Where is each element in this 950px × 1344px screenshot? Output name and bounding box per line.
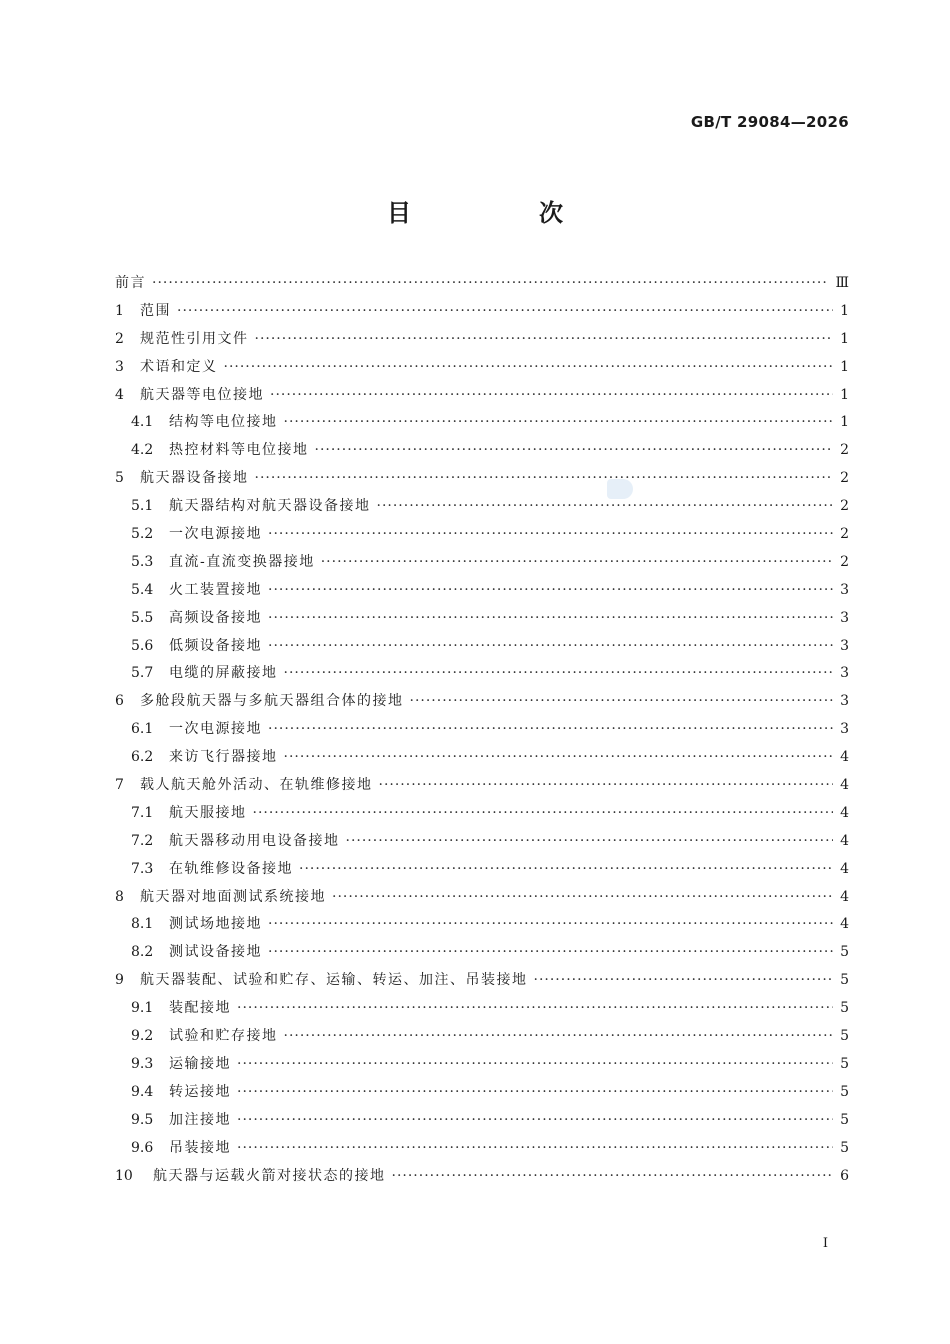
toc-entry-title: 航天器装配、试验和贮存、运输、转运、加注、吊装接地 (140, 972, 528, 989)
toc-entry-title: 航天器对地面测试系统接地 (140, 888, 326, 905)
toc-entry-number: 5.5 (131, 609, 154, 626)
toc-entry-page: 5 (840, 1139, 849, 1156)
toc-entry[interactable] (115, 549, 849, 577)
toc-entry[interactable] (115, 911, 849, 939)
toc-entry-page: 4 (840, 832, 849, 849)
toc-entry-title: 前言 (115, 275, 146, 291)
page-folio: I (822, 1236, 828, 1251)
dot-leader (268, 605, 833, 633)
dot-leader (321, 549, 833, 577)
toc-entry-title: 一次电源接地 (169, 526, 262, 543)
dot-leader (315, 437, 834, 465)
toc-entry-title: 试验和贮存接地 (169, 1028, 278, 1045)
toc-entry-title: 测试设备接地 (169, 944, 262, 961)
toc-entry-page: 1 (840, 302, 849, 319)
toc-entry[interactable] (115, 856, 849, 884)
dot-leader (284, 744, 834, 772)
toc-entry[interactable] (115, 382, 849, 410)
toc-entry-number: 3 (115, 358, 124, 375)
toc-entry[interactable] (115, 521, 849, 549)
toc-entry-number: 9.5 (131, 1111, 154, 1128)
toc-entry-number: 9.2 (131, 1028, 154, 1045)
toc-entry-page: 2 (840, 526, 849, 543)
dot-leader (253, 800, 834, 828)
toc-entry-number: 2 (115, 330, 124, 347)
toc-entry-number: 1 (115, 302, 124, 319)
dot-leader (332, 884, 833, 912)
toc-entry-page: 1 (840, 414, 849, 431)
dot-leader (237, 1135, 833, 1163)
dot-leader (379, 772, 834, 800)
toc-entry-page: 2 (840, 553, 849, 570)
toc-entry-title: 来访飞行器接地 (169, 749, 278, 766)
toc-entry-page: 4 (840, 804, 849, 821)
toc-entry[interactable] (115, 828, 849, 856)
toc-entry-page: 3 (840, 637, 849, 654)
toc-entry-page: 1 (840, 330, 849, 347)
dot-leader (284, 1023, 834, 1051)
toc-entry-number: 4.1 (131, 414, 154, 431)
toc-entry[interactable] (115, 409, 849, 437)
toc-entry[interactable] (115, 995, 849, 1023)
toc-entry-title: 航天服接地 (169, 804, 247, 821)
toc-entry[interactable] (115, 800, 849, 828)
toc-entry[interactable] (115, 605, 849, 633)
dot-leader (255, 465, 834, 493)
toc-entry-title: 转运接地 (169, 1083, 231, 1100)
toc-entry-page: 3 (840, 721, 849, 738)
toc-entry-page: 4 (840, 777, 849, 794)
toc-entry-title: 范围 (140, 302, 171, 319)
toc-entry-page: 1 (840, 358, 849, 375)
toc-entry[interactable] (115, 660, 849, 688)
dot-leader (268, 939, 833, 967)
toc-entry-page: 3 (840, 693, 849, 710)
toc-entry-title: 航天器移动用电设备接地 (169, 832, 340, 849)
toc-entry[interactable] (115, 744, 849, 772)
dot-leader (268, 577, 833, 605)
dot-leader (392, 1163, 834, 1191)
toc-entry-number: 7.1 (131, 804, 154, 821)
toc-entry-title: 规范性引用文件 (140, 330, 249, 347)
toc-entry-number: 9.4 (131, 1083, 154, 1100)
toc-entry-page: 4 (840, 749, 849, 766)
toc-entry[interactable] (115, 493, 849, 521)
toc-entry-number: 8.2 (131, 944, 154, 961)
dot-leader (346, 828, 834, 856)
dot-leader (299, 856, 833, 884)
toc-entry[interactable] (115, 1163, 849, 1191)
dot-leader (284, 660, 834, 688)
toc-entry-number: 5.7 (131, 665, 154, 682)
toc-entry[interactable] (115, 939, 849, 967)
toc-entry[interactable] (115, 465, 849, 493)
dot-leader (255, 326, 834, 354)
toc-entry-number: 8.1 (131, 916, 154, 933)
dot-leader (268, 521, 833, 549)
toc-entry-page: 1 (840, 386, 849, 403)
toc-entry-title: 多舱段航天器与多航天器组合体的接地 (140, 693, 404, 710)
toc-entry-page: 4 (840, 888, 849, 905)
toc-entry[interactable] (115, 1023, 849, 1051)
toc-entry-title: 火工装置接地 (169, 581, 262, 598)
toc-entry-page: 5 (840, 1028, 849, 1045)
dot-leader (237, 1079, 833, 1107)
toc-entry-title: 航天器与运载火箭对接状态的接地 (153, 1167, 386, 1184)
dot-leader (152, 270, 829, 298)
toc-entry-page: 3 (840, 581, 849, 598)
watermark-logo (607, 479, 633, 499)
toc-entry-page: 2 (840, 470, 849, 487)
toc-entry-number: 8 (115, 888, 124, 905)
toc-entry-number: 4 (115, 386, 124, 403)
dot-leader (284, 409, 834, 437)
toc-entry-title: 航天器结构对航天器设备接地 (169, 498, 371, 515)
toc-entry-title: 装配接地 (169, 1000, 231, 1017)
toc-entry-page: 4 (840, 916, 849, 933)
toc-entry-title: 一次电源接地 (169, 721, 262, 738)
toc-entry[interactable] (115, 1135, 849, 1163)
toc-entry-number: 4.2 (131, 442, 154, 459)
toc-entry-title: 载人航天舱外活动、在轨维修接地 (140, 777, 373, 794)
toc-entry-number: 5.2 (131, 526, 154, 543)
toc-entry-page: 5 (840, 1111, 849, 1128)
toc-entry-page: 3 (840, 665, 849, 682)
dot-leader (270, 382, 833, 410)
toc-entry[interactable] (115, 688, 849, 716)
dot-leader (237, 995, 833, 1023)
toc-entry-number: 5.1 (131, 498, 154, 515)
toc-entry[interactable] (115, 354, 849, 382)
toc-entry[interactable] (115, 884, 849, 912)
toc-entry[interactable] (115, 1079, 849, 1107)
standard-number: GB/T 29084—2026 (690, 113, 849, 131)
toc-entry[interactable] (115, 577, 849, 605)
toc-entry-title: 测试场地接地 (169, 916, 262, 933)
toc-entry-page: 5 (840, 944, 849, 961)
toc-entry-title: 加注接地 (169, 1111, 231, 1128)
toc-entry[interactable] (115, 270, 849, 298)
toc-entry-title: 吊装接地 (169, 1139, 231, 1156)
dot-leader (177, 298, 833, 326)
toc-entry-number: 7.3 (131, 860, 154, 877)
toc-entry-page: 6 (840, 1167, 849, 1184)
toc-entry-title: 结构等电位接地 (169, 414, 278, 431)
dot-leader (237, 1107, 833, 1135)
toc-entry[interactable] (115, 772, 849, 800)
toc-entry-page: 2 (840, 442, 849, 459)
toc-entry-page: 5 (840, 1083, 849, 1100)
toc-entry[interactable] (115, 716, 849, 744)
toc-entry-page: 2 (840, 498, 849, 515)
dot-leader (268, 911, 833, 939)
toc-entry-number: 6.2 (131, 749, 154, 766)
toc-entry-number: 9 (115, 972, 124, 989)
toc-entry[interactable] (115, 437, 849, 465)
toc-entry-page: 3 (840, 609, 849, 626)
toc-entry-page: Ⅲ (835, 275, 849, 291)
toc-entry-number: 7 (115, 777, 124, 794)
toc-entry-number: 9.6 (131, 1139, 154, 1156)
toc-entry-page: 4 (840, 860, 849, 877)
toc-entry[interactable] (115, 1051, 849, 1079)
toc-entry-number: 6 (115, 693, 124, 710)
toc-entry-title: 航天器等电位接地 (140, 386, 264, 403)
toc-entry-title: 运输接地 (169, 1055, 231, 1072)
dot-leader (410, 688, 834, 716)
toc-entry-title: 航天器设备接地 (140, 470, 249, 487)
toc-entry-title: 术语和定义 (140, 358, 218, 375)
dot-leader (237, 1051, 833, 1079)
toc-entry-title: 在轨维修设备接地 (169, 860, 293, 877)
toc-entry-title: 热控材料等电位接地 (169, 442, 309, 459)
page-title: 目 次 (387, 199, 615, 227)
dot-leader (268, 633, 833, 661)
toc-entry-page: 5 (840, 1055, 849, 1072)
toc-entry-page: 5 (840, 1000, 849, 1017)
toc-entry-number: 5 (115, 470, 124, 487)
toc-entry-page: 5 (840, 972, 849, 989)
toc-entry-title: 电缆的屏蔽接地 (169, 665, 278, 682)
toc-entry[interactable] (115, 967, 849, 995)
toc-entry-number: 5.4 (131, 581, 154, 598)
toc-entry[interactable] (115, 298, 849, 326)
toc-entry-number: 7.2 (131, 832, 154, 849)
dot-leader (268, 716, 833, 744)
toc-entry[interactable] (115, 633, 849, 661)
toc-entry[interactable] (115, 326, 849, 354)
toc-entry[interactable] (115, 1107, 849, 1135)
dot-leader (224, 354, 834, 382)
toc-entry-number: 6.1 (131, 721, 154, 738)
toc-entry-number: 9.1 (131, 1000, 154, 1017)
dot-leader (377, 493, 834, 521)
toc-entry-title: 低频设备接地 (169, 637, 262, 654)
toc-entry-number: 9.3 (131, 1055, 154, 1072)
toc-entry-number: 5.6 (131, 637, 154, 654)
toc-entry-number: 10 (115, 1167, 133, 1184)
toc-entry-title: 直流-直流变换器接地 (169, 553, 315, 570)
toc-entry-number: 5.3 (131, 553, 154, 570)
toc-entry-title: 高频设备接地 (169, 609, 262, 626)
table-of-contents (115, 270, 849, 1190)
dot-leader (534, 967, 834, 995)
